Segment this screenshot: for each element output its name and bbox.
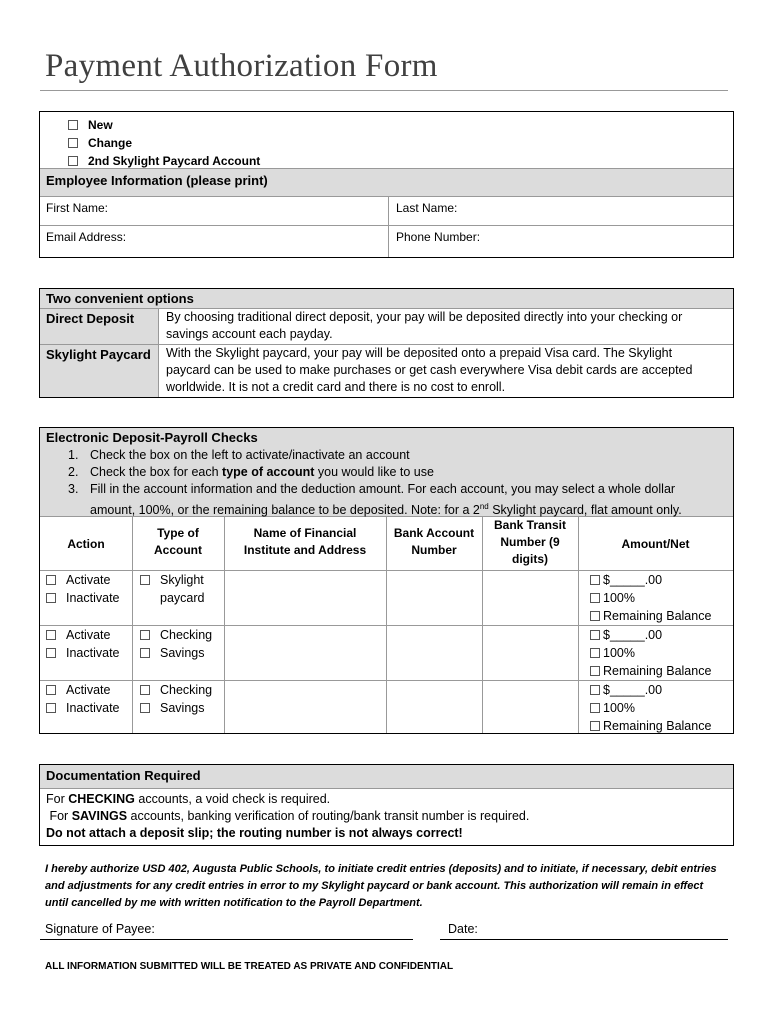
col-transit-header: Bank Transit Number (9 digits) bbox=[493, 518, 567, 566]
amount-100-checkbox[interactable] bbox=[590, 593, 600, 603]
docs-line-1: For CHECKING accounts, a void check is required. bbox=[46, 792, 331, 806]
change-option[interactable]: Change bbox=[68, 134, 260, 152]
new-checkbox[interactable] bbox=[68, 120, 78, 130]
amount-dollar-option[interactable]: $_____.00 bbox=[590, 626, 711, 644]
checking-checkbox[interactable] bbox=[140, 685, 150, 695]
amount-remaining-checkbox[interactable] bbox=[590, 666, 600, 676]
date-label: Date: bbox=[448, 922, 478, 936]
employee-heading-bar bbox=[40, 168, 733, 197]
savings-checkbox[interactable] bbox=[140, 648, 150, 658]
amount-remaining-checkbox[interactable] bbox=[590, 611, 600, 621]
deposit-heading: Electronic Deposit-Payroll Checks bbox=[46, 430, 258, 445]
inactivate-option[interactable]: Inactivate bbox=[46, 589, 120, 607]
direct-deposit-text-2: savings account each payday. bbox=[166, 327, 333, 341]
paycard-text-3: worldwide. It is not a credit card and there is no cost to enroll. bbox=[166, 380, 506, 394]
step-2: 2. Check the box for each type of account you would like to use bbox=[68, 465, 434, 479]
amount-dollar-option[interactable]: $_____.00 bbox=[590, 571, 711, 589]
inactivate-checkbox[interactable] bbox=[46, 593, 56, 603]
docs-line-3: Do not attach a deposit slip; the routing number is not always correct! bbox=[46, 826, 463, 840]
skylight-paycard-label: Skylight Paycard bbox=[46, 347, 151, 362]
date-line[interactable] bbox=[440, 939, 728, 940]
table-row bbox=[40, 681, 733, 735]
first-name-field[interactable] bbox=[140, 198, 380, 224]
checking-checkbox[interactable] bbox=[140, 630, 150, 640]
savings-checkbox[interactable] bbox=[140, 703, 150, 713]
second-paycard-option[interactable]: 2nd Skylight Paycard Account bbox=[68, 152, 260, 170]
amount-remaining-checkbox[interactable] bbox=[590, 721, 600, 731]
activate-option[interactable]: Activate bbox=[46, 571, 120, 589]
direct-deposit-text-1: By choosing traditional direct deposit, your pay will be deposited directly into your checking or bbox=[166, 310, 683, 324]
confidentiality-footer: ALL INFORMATION SUBMITTED WILL BE TREATED AS PRIVATE AND CONFIDENTIAL bbox=[45, 961, 454, 972]
skylight-option[interactable]: Skylight bbox=[140, 571, 204, 589]
amount-100-checkbox[interactable] bbox=[590, 648, 600, 658]
email-label: Email Address: bbox=[46, 230, 127, 244]
table-row bbox=[40, 626, 733, 680]
signature-label: Signature of Payee: bbox=[45, 922, 155, 936]
amount-100-checkbox[interactable] bbox=[590, 703, 600, 713]
direct-deposit-label: Direct Deposit bbox=[46, 311, 135, 326]
amount-dollar-option[interactable]: $_____.00 bbox=[590, 681, 711, 699]
checking-option[interactable]: Checking bbox=[140, 681, 212, 699]
amount-remaining-option[interactable]: Remaining Balance bbox=[590, 717, 711, 735]
deposit-section bbox=[39, 427, 734, 734]
activate-checkbox[interactable] bbox=[46, 630, 56, 640]
activate-option[interactable]: Activate bbox=[46, 626, 120, 644]
step-3: 3. Fill in the account information and the deduction amount. For each account, you may select a whole dollar bbox=[68, 482, 676, 496]
col-amount-header: Amount/Net bbox=[621, 537, 690, 551]
phone-label: Phone Number: bbox=[396, 230, 481, 244]
col-type-header: Type of Account bbox=[154, 526, 202, 557]
step-3-cont: amount, 100%, or the remaining balance to be deposited. Note: for a 2nd Skylight paycard, flat amount only. bbox=[90, 502, 682, 518]
amount-100-option[interactable]: 100% bbox=[590, 699, 711, 717]
savings-option[interactable]: Savings bbox=[140, 644, 212, 662]
inactivate-option[interactable]: Inactivate bbox=[46, 699, 120, 717]
skylight-checkbox[interactable] bbox=[140, 575, 150, 585]
options-heading: Two convenient options bbox=[46, 291, 194, 306]
amount-dollar-checkbox[interactable] bbox=[590, 575, 600, 585]
first-name-label: First Name: bbox=[46, 201, 109, 215]
docs-line-2: For SAVINGS accounts, banking verification of routing/bank transit number is required. bbox=[46, 809, 530, 823]
documentation-heading-bar bbox=[40, 765, 733, 789]
step-1: 1. Check the box on the left to activate/inactivate an account bbox=[68, 448, 410, 462]
amount-100-option[interactable]: 100% bbox=[590, 589, 711, 607]
table-row: Activate Inactivate Skylight paycard $_____.00 100% Remaining Balance bbox=[40, 571, 733, 625]
employee-heading: Employee Information (please print) bbox=[46, 173, 268, 188]
last-name-field[interactable] bbox=[470, 198, 725, 224]
signature-line[interactable] bbox=[40, 939, 413, 940]
activate-checkbox[interactable] bbox=[46, 685, 56, 695]
page-title: Payment Authorization Form bbox=[45, 48, 438, 84]
col-action-header: Action bbox=[67, 537, 105, 551]
amount-dollar-checkbox[interactable] bbox=[590, 685, 600, 695]
deposit-instructions bbox=[40, 428, 733, 517]
last-name-label: Last Name: bbox=[396, 201, 458, 215]
options-heading-bar bbox=[40, 289, 733, 309]
amount-dollar-checkbox[interactable] bbox=[590, 630, 600, 640]
paycard-text-2: paycard can be used to make purchases or get cash everywhere Visa debit cards are accepted bbox=[166, 363, 693, 377]
phone-field[interactable] bbox=[490, 227, 725, 255]
new-option[interactable]: New bbox=[68, 116, 260, 134]
amount-remaining-option[interactable]: Remaining Balance bbox=[590, 662, 711, 680]
second-paycard-checkbox[interactable] bbox=[68, 156, 78, 166]
amount-100-option[interactable]: 100% bbox=[590, 644, 711, 662]
inactivate-checkbox[interactable] bbox=[46, 703, 56, 713]
authorization-statement: I hereby authorize USD 402, Augusta Public Schools, to initiate credit entries (deposits) and to initiate, if necessary, debit entries and adjustments for any credit entries in error to my Skylight paycard or bank account. This authorization will remain in effect until cancelled by me with written notification to the Payroll Department. bbox=[45, 863, 717, 909]
amount-remaining-option[interactable]: Remaining Balance bbox=[590, 607, 711, 625]
col-name-header: Name of Financial Institute and Address bbox=[243, 526, 367, 557]
col-bank-header: Bank Account Number bbox=[393, 526, 475, 557]
activate-checkbox[interactable] bbox=[46, 575, 56, 585]
documentation-section bbox=[39, 764, 734, 846]
options-section bbox=[39, 288, 734, 398]
documentation-heading: Documentation Required bbox=[46, 768, 201, 783]
paycard-text-1: With the Skylight paycard, your pay will be deposited onto a prepaid Visa card. The Skylight bbox=[166, 346, 673, 360]
employee-section bbox=[39, 111, 734, 258]
change-checkbox[interactable] bbox=[68, 138, 78, 148]
email-field[interactable] bbox=[140, 227, 380, 255]
savings-option[interactable]: Savings bbox=[140, 699, 212, 717]
activate-option[interactable]: Activate bbox=[46, 681, 120, 699]
inactivate-checkbox[interactable] bbox=[46, 648, 56, 658]
inactivate-option[interactable]: Inactivate bbox=[46, 644, 120, 662]
title-rule bbox=[40, 90, 728, 91]
checking-option[interactable]: Checking bbox=[140, 626, 212, 644]
